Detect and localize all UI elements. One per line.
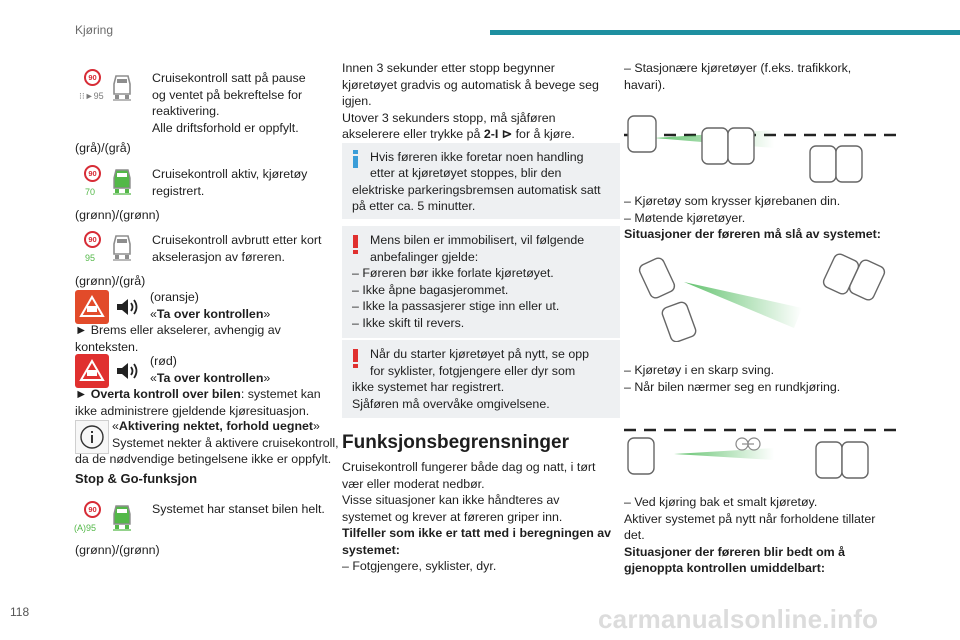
car-grey-icon [112,70,132,102]
info-note: Hvis føreren ikke foretar noen handling etter at kjøretøyet stoppes, blir den elektriske parkeringsbremsen automatisk satt på etter ca. 5 minutter. [342,143,620,219]
gauge4-caption: (grønn)/(grønn) [75,543,160,557]
gauge3-description: Cruisekontroll avbrutt etter kort akselerasjon av føreren. [152,233,322,264]
narrow-vehicle-item: – Ved kjøring bak et smalt kjøretøy. Aktiver systemet på nytt når forholdene tillater det. Situasjoner der føreren blir bedt om å gjenoppta kontrollen umiddelbart: [624,495,876,575]
gauge4-description: Systemet har stanset bilen helt. [152,502,325,516]
speed-gauge-icon: 90 (A)95 [76,501,112,537]
speed-gauge-icon [76,69,112,105]
section-title: Funksjonsbegrensninger [342,432,569,453]
car-green-icon [112,164,132,196]
car-grey-icon [112,230,132,262]
crossing-vehicles-item: – Kjøretøy som krysser kjørebanen din. – Møtende kjøretøyer. Situasjoner der føreren må slå av systemet: [624,194,881,241]
warning-mark-icon [352,235,360,255]
curve-roundabout-items: – Kjøretøy i en skarp sving. – Når bilen nærmer seg en rundkjøring. [624,363,841,394]
gauge2-caption: (grønn)/(grønn) [75,208,160,222]
speed-sub-value: ⁝⁝►95 [79,91,104,101]
stationary-vehicles-item: – Stasjonære kjøretøyer (f.eks. trafikkork, havari). [624,61,852,92]
activation-denied-body: da de nødvendige betingelsene ikke er oppfylt. [75,452,332,466]
alert1-body: ► Brems eller akselerer, avhengig av konteksten. [75,323,281,354]
narrow-vehicle-illustration [624,420,900,484]
speed-limit-value: 90 [84,69,101,86]
gauge1-caption: (grå)/(grå) [75,141,131,155]
watermark: carmanualsonline.info [598,604,879,634]
speaker-icon [114,296,140,318]
limitations-paragraph: Cruisekontroll fungerer både dag og natt, i tørt vær eller moderat nedbør. Visse situasjoner kan ikke håndteres av systemet og krever at føreren griper inn. Tilfeller som ikke er tatt med i beregningen av systemet: – Fotgjengere, syklister, dyr. [342,460,612,573]
alert1-heading: (oransje) «Ta over kontrollen» [150,290,271,321]
speed-gauge-icon: 90 70 [76,165,112,201]
page-number: 118 [10,605,30,619]
stopgo-heading: Stop & Go-funksjon [75,471,198,486]
warning-note: Mens bilen er immobilisert, vil følgende anbefalinger gjelde: – Føreren bør ikke forlate kjøretøyet. – Ikke åpne bagasjerommet. – Ikke la passasjerer stige inn eller ut. – Ikke skift til revers. [342,226,620,338]
activation-denied-heading: «Aktivering nektet, forhold uegnet» Systemet nekter å aktivere cruisekontroll, [112,419,339,450]
stationary-traffic-illustration [624,108,900,184]
warning-note: Når du starter kjøretøyet på nytt, se opp for syklister, fotgjengere eller dyr som ikke systemet har registrert. Sjåføren må overvåke omgivelsene. [342,340,620,418]
running-header: Kjøring [75,23,114,37]
header-accent-bar [490,30,960,35]
speed-gauge-icon: 90 95 [76,231,112,267]
gauge2-description: Cruisekontroll aktiv, kjøretøy registrert. [152,167,308,198]
sharp-curve-illustration [624,250,900,342]
speaker-icon [114,360,140,382]
take-control-orange-icon [75,290,109,324]
gauge3-caption: (grønn)/(grå) [75,274,146,288]
alert2-heading: (rød) «Ta over kontrollen» [150,354,271,385]
gauge1-description: Cruisekontroll satt på pause og ventet på bekreftelse for reaktivering. Alle driftsforhold er oppfylt. [152,71,306,135]
stopgo-paragraph: Innen 3 sekunder etter stopp begynner kjøretøyet gradvis og automatisk å bevege seg igjen. Utover 3 sekunders stopp, må sjåføren akselerere eller trykke på 2-I ⊳ for å kjøre. [342,61,599,141]
car-green-icon [112,500,132,532]
info-icon [75,420,109,454]
warning-mark-icon [352,349,360,369]
alert2-body: ► Overta kontroll over bilen: systemet kan ikke administrere gjeldende kjøresituasjon. [75,387,321,418]
take-control-red-icon [75,354,109,388]
